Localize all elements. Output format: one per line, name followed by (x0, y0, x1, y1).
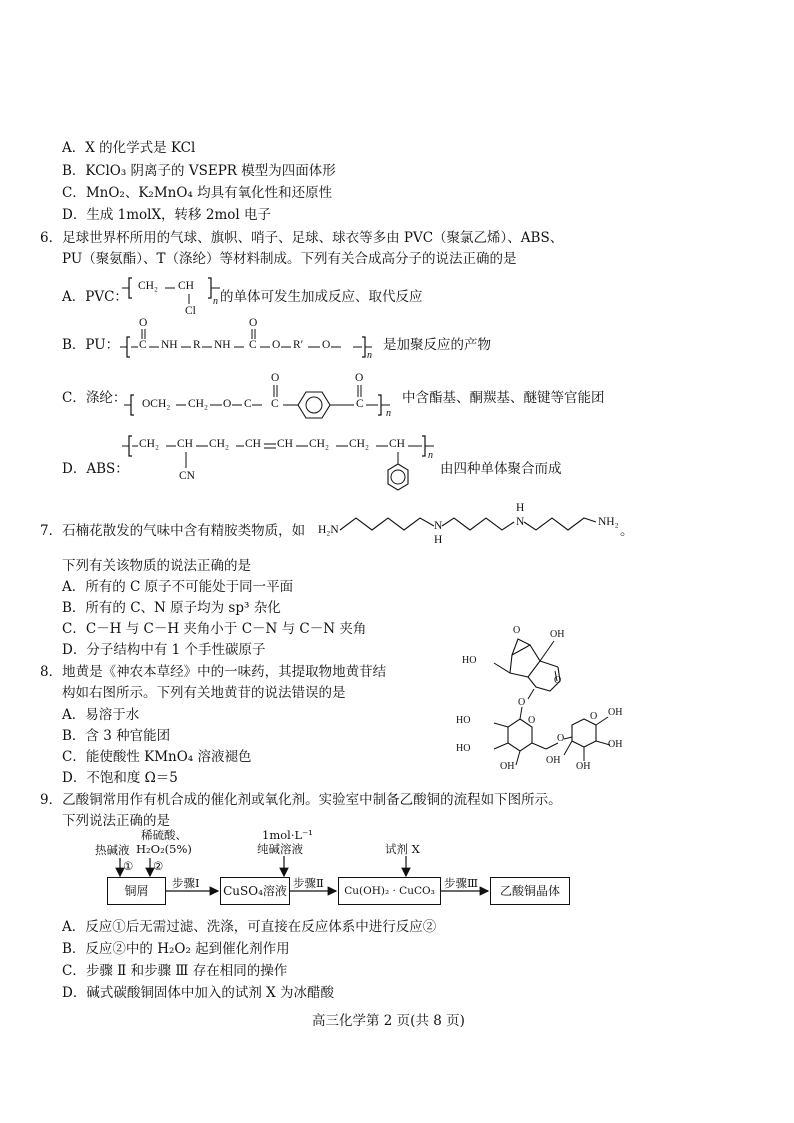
q6-stem-line1: 6．足球世界杯所用的气球、旗帜、哨子、足球、球衣等多由 PVC（聚氯乙烯）、ABS、 (40, 230, 564, 246)
rh-ring-o: O (554, 675, 562, 686)
spermine-n2: N (516, 516, 525, 528)
q6-option-d-text: 由四种单体聚合而成 (440, 461, 562, 477)
flow-reagent3a: 1mol·L⁻¹ (262, 828, 313, 842)
spermine-h2n: H₂N (318, 524, 339, 536)
q7-option-c: C．C－H 与 C－H 夹角小于 C－N 与 C－N 夹角 (62, 621, 367, 637)
pu-o4: O (322, 339, 331, 351)
q6-option-b-text: 是加聚反应的产物 (383, 337, 491, 353)
q9-option-c: C．步骤 Ⅱ 和步骤 Ⅲ 存在相同的操作 (62, 963, 288, 979)
rehmannioside-structure (450, 615, 630, 785)
spermine-n1: N (434, 520, 443, 532)
rh-oh-2: OH (608, 707, 623, 718)
pet-ch2: CH₂ (188, 398, 208, 410)
pu-o1: O (139, 317, 148, 329)
rh-oh-5: OH (546, 755, 561, 766)
pu-rp: R′ (293, 339, 304, 351)
flow-reagent4: 试剂 X (385, 842, 420, 856)
rh-epoxide-o: O (513, 625, 521, 636)
abs-ch-1: CH (177, 438, 193, 450)
q6-option-a-text: 的单体可发生加成反应、取代反应 (220, 289, 423, 305)
q6-stem-line2: PU（聚氨酯）、T（涤纶）等材料制成。下列有关合成高分子的说法正确的是 (62, 251, 517, 267)
rh-glc1-o: O (528, 715, 536, 726)
pet-o3: O (355, 372, 364, 384)
abs-n: n (428, 450, 433, 461)
q5-option-d: D．生成 1molX，转移 2mol 电子 (62, 207, 271, 223)
q9-stem-line1: 9．乙酸铜常用作有机合成的催化剂或氧化剂。实验室中制备乙酸铜的流程如下图所示。 (40, 792, 562, 808)
abs-ch2-1: CH₂ (139, 438, 159, 450)
pu-o3: O (272, 339, 281, 351)
pu-structure: O C NH R NH O C O R′ O n (124, 325, 384, 359)
q5-option-a: A．X 的化学式是 KCl (62, 140, 196, 156)
flow-box-copper-acetate: 乙酸铜晶体 (490, 877, 570, 905)
q7-stem-line1: 7．石楠花散发的气味中含有精胺类物质，如 (40, 523, 306, 539)
flow-box-basic-carbonate: Cu(OH)₂ · CuCO₃ (338, 877, 441, 905)
q8-option-c: C．能使酸性 KMnO₄ 溶液褪色 (62, 749, 252, 765)
rh-oh-4: OH (576, 761, 591, 772)
rh-link-o2: O (557, 733, 565, 744)
pvc-ch2: CH₂ (138, 280, 158, 292)
rh-ho-2: HO (456, 743, 471, 754)
pu-o2: O (249, 317, 258, 329)
pu-n: n (367, 350, 372, 361)
abs-ch-4: CH (389, 438, 405, 450)
pet-structure: OCH₂ CH₂ O C O C O C n (128, 368, 400, 420)
q9-option-b: B．反应②中的 H₂O₂ 起到催化剂作用 (62, 941, 290, 957)
flow-reagent3b: 纯碱溶液 (257, 842, 303, 856)
rh-oh-3: OH (608, 739, 623, 750)
q9-stem-line2: 下列说法正确的是 (62, 813, 170, 829)
rh-ho-left: HO (462, 655, 477, 666)
flow-step1: 步骤Ⅰ (172, 876, 200, 890)
pet-n: n (386, 408, 391, 419)
q6-option-d-label: D．ABS： (62, 461, 129, 477)
abs-ch2-2: CH₂ (209, 438, 229, 450)
q6-option-c-label: C．涤纶： (62, 390, 127, 406)
pu-nh1: NH (161, 339, 178, 351)
q6-option-b-label: B．PU： (62, 337, 120, 353)
pet-och2: OCH₂ (142, 398, 171, 410)
q8-option-a: A．易溶于水 (62, 707, 140, 723)
abs-structure (126, 430, 446, 510)
spermine-h1: H (434, 534, 443, 546)
flow-step3: 步骤Ⅲ (444, 876, 479, 890)
flow-reagent2a: 稀硫酸、 (141, 828, 187, 842)
q5-option-b: B．KClO₃ 阴离子的 VSEPR 模型为四面体形 (62, 163, 336, 179)
q6-option-a-label: A．PVC： (62, 289, 128, 305)
q7-stem-line2: 下列有关该物质的说法正确的是 (62, 558, 251, 574)
pet-o1: O (223, 398, 232, 410)
pvc-ch: CH (178, 280, 194, 292)
rh-oh-top: OH (550, 629, 565, 640)
pu-r: R (193, 339, 201, 351)
pvc-cl: Cl (185, 305, 196, 317)
abs-ch2-4: CH₂ (349, 438, 369, 450)
abs-cn: CN (179, 470, 195, 482)
q8-stem-line1: 8．地黄是《神农本草经》中的一味药，其提取物地黄苷结 (40, 664, 387, 680)
q7-stem-end: 。 (620, 523, 634, 539)
spermine-h2: H (516, 502, 525, 514)
q8-option-b: B．含 3 种官能团 (62, 728, 171, 744)
q8-stem-line2: 构如右图所示。下列有关地黄苷的说法错误的是 (62, 685, 346, 701)
flow-step2: 步骤Ⅱ (293, 876, 324, 890)
pu-nh2: NH (214, 339, 231, 351)
flow-mark2: ② (153, 859, 164, 873)
q9-option-a: A．反应①后无需过滤、洗涤，可直接在反应体系中进行反应② (62, 919, 437, 935)
flow-box-copper: 铜屑 (107, 877, 166, 905)
spermine-nh2: NH₂ (598, 516, 619, 528)
q5-option-c: C．MnO₂、K₂MnO₄ 均具有氧化性和还原性 (62, 185, 333, 201)
rh-oh-1: OH (500, 761, 515, 772)
spermine-structure (318, 502, 628, 552)
flow-mark1: ① (123, 859, 134, 873)
flow-box-cuso4: CuSO₄溶液 (220, 877, 290, 905)
abs-ch2-3: CH₂ (309, 438, 329, 450)
rh-link-o: O (518, 697, 526, 708)
flow-reagent2b: H₂O₂(5%) (136, 842, 192, 856)
page-footer: 高三化学第 2 页(共 8 页) (312, 1013, 465, 1029)
q8-option-d: D．不饱和度 Ω＝5 (62, 770, 178, 786)
flow-reagent1: 热碱液 (95, 843, 130, 857)
abs-ch-2: CH (245, 438, 261, 450)
pvc-n: n (213, 296, 218, 307)
q7-option-d: D．分子结构中有 1 个手性碳原子 (62, 642, 266, 658)
q7-option-a: A．所有的 C 原子不可能处于同一平面 (62, 579, 294, 595)
rh-glc2-o: O (590, 711, 598, 722)
q7-option-b: B．所有的 C、N 原子均为 sp³ 杂化 (62, 600, 281, 616)
abs-ch-3: CH (277, 438, 293, 450)
pvc-structure (128, 274, 223, 322)
pet-o2: O (271, 372, 280, 384)
rh-ho-1: HO (456, 715, 471, 726)
q6-option-c-text: 中含酯基、酮羰基、醚键等官能团 (402, 390, 605, 406)
q9-option-d: D．碱式碳酸铜固体中加入的试剂 X 为冰醋酸 (62, 985, 335, 1001)
